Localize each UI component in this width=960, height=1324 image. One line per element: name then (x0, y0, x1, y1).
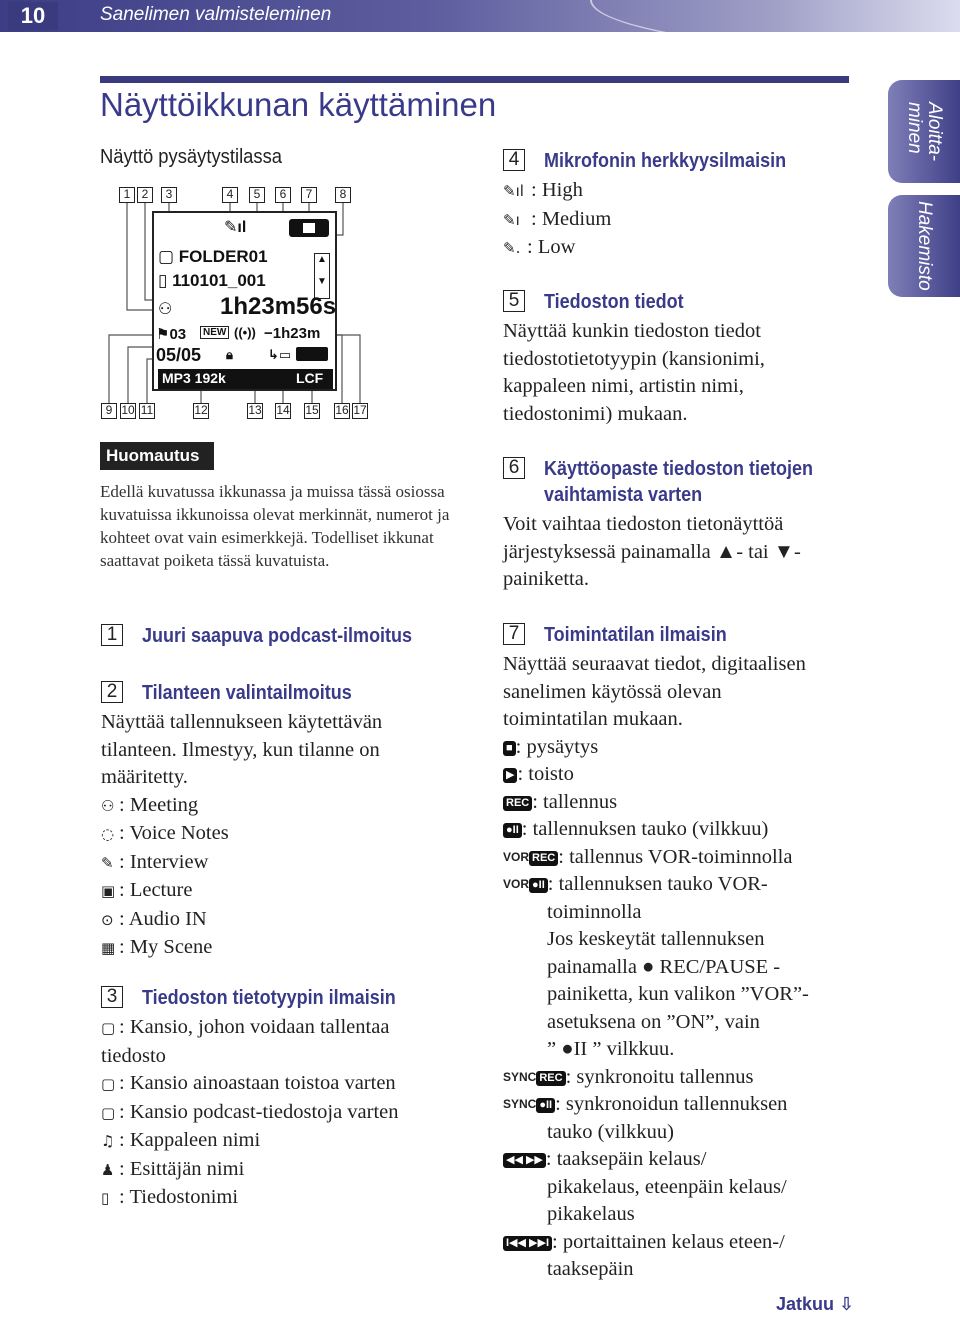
callout-14: 14 (276, 403, 290, 417)
audio-in-icon: ⊙ (101, 910, 114, 929)
body-line: järjestyksessä painamalla ▲- tai ▼- (503, 540, 801, 563)
section-number: 5 (503, 290, 525, 312)
skip-icon: I◀◀ ▶▶I (503, 1236, 552, 1251)
section-number: 7 (503, 623, 525, 645)
mode-text: : tallennuksen tauko (vilkkuu) (521, 818, 769, 840)
body-line: toimintatilan mukaan. (503, 708, 683, 730)
body-line: sanelimen käytössä olevan (503, 680, 722, 703)
vor-label: VOR (503, 877, 530, 891)
body-line: tilanteen. Ilmestyy, kun tilanne on (101, 738, 380, 761)
file-icon: ▯ (101, 1189, 110, 1207)
body-line: tauko (vilkkuu) (547, 1120, 674, 1143)
mode-item (503, 844, 873, 872)
rec-icon: REC (503, 796, 532, 811)
section-5 (503, 289, 863, 428)
lcd-format: MP3 192k (162, 370, 226, 386)
scene-icon: ⚇ (158, 301, 173, 318)
note-icon: ♫ (101, 1132, 115, 1150)
list-item (101, 849, 481, 878)
lcd-lcf: LCF (296, 370, 324, 386)
mic-icon: ✎ıl (224, 219, 247, 236)
body-line: painamalla ● REC/PAUSE - (547, 955, 781, 978)
body-line: tiedostonimi) mukaan. (503, 402, 688, 425)
sync-label: SYNC (503, 1097, 537, 1111)
list-item (503, 234, 863, 263)
section-6 (503, 456, 863, 594)
list-item-text: : Medium (531, 207, 612, 230)
body-line: pikakelaus (547, 1203, 635, 1225)
body-line: määritetty. (101, 766, 188, 788)
sync-label: SYNC (503, 1069, 537, 1084)
mode-item (503, 761, 873, 789)
list-item-text: : Interview (119, 850, 209, 873)
mode-text: : tallennus VOR-toiminnolla (558, 845, 793, 868)
list-item-text: : Meeting (119, 793, 199, 816)
continue-label: Jatkuu (776, 1294, 835, 1314)
mode-text: : tallennuksen tauko VOR- (547, 873, 768, 895)
callout-3: 3 (161, 187, 177, 203)
mic-high-icon: ✎ıl (503, 182, 524, 200)
body-line: Näyttää tallennukseen käytettävän (101, 711, 383, 733)
section-title: Toimintatilan ilmaisin (544, 624, 727, 646)
page-subtitle: Näyttö pysäytystilassa (100, 146, 283, 168)
body-line: asetuksena on ”ON”, vain (547, 1010, 760, 1033)
lcd-file: ▯ 110101_001 (158, 271, 266, 290)
meeting-icon: ⚇ (101, 796, 115, 815)
memory-icon: ↳▭ (268, 347, 292, 362)
header-decoration (590, 0, 960, 60)
person-icon: ♟ (101, 1160, 115, 1179)
rewind-forward-icon: ◀◀ ▶▶ (503, 1153, 546, 1168)
body-line: tiedostotietotyypin (kansionimi, (503, 347, 765, 370)
list-item-text: : Voice Notes (119, 822, 229, 844)
rec-icon: REC (536, 1071, 565, 1086)
list-item-text: : Tiedostonimi (119, 1186, 239, 1208)
body-line: Näyttää seuraavat tiedot, digitaalisen (503, 653, 806, 675)
tab-hakemisto[interactable] (888, 195, 960, 297)
mode-text: : portaittainen kelaus eteen-/ (552, 1230, 785, 1253)
list-item (101, 1184, 481, 1213)
list-item (503, 177, 863, 206)
mode-text: : tallennus (532, 790, 618, 813)
mode-text: : taaksepäin kelaus/ (545, 1148, 707, 1170)
callout-16: 16 (335, 403, 349, 417)
body-line: ” ●II ” vilkkuu. (547, 1038, 675, 1060)
tab-aloittaminen[interactable] (888, 80, 960, 183)
lcd-remain: −1h23m (264, 325, 321, 342)
section-title-line2: vaihtamista varten (544, 484, 703, 506)
callout-13: 13 (248, 403, 262, 417)
body-line: painiketta, kun valikon ”VOR”- (547, 983, 809, 1005)
list-item (101, 877, 481, 906)
folder-play-icon: ▢ (101, 1075, 116, 1093)
vor-label: VOR (503, 849, 530, 864)
page-header (0, 0, 960, 32)
section-title: Mikrofonin herkkyysilmaisin (544, 150, 787, 172)
mode-text: : pysäytys (515, 735, 599, 758)
callout-11: 11 (140, 403, 154, 417)
list-item (101, 820, 481, 849)
lcd-screen (152, 211, 337, 391)
mode-item (503, 1091, 873, 1119)
tab-aloittaminen-label: Aloitta- minen (904, 101, 945, 162)
tab-hakemisto-label: Hakemisto (913, 201, 935, 291)
section-title: Sanelimen valmisteleminen (100, 4, 332, 25)
list-item-text: : Audio IN (119, 907, 207, 930)
mic-medium-icon: ✎ı (503, 210, 520, 229)
mode-item (503, 789, 873, 817)
section-number: 6 (503, 457, 525, 479)
body-line: painiketta. (503, 568, 589, 590)
section-number: 2 (101, 681, 123, 703)
lcd-flag-count: 03 (169, 326, 187, 343)
body-line: Näyttää kunkin tiedoston tiedot (503, 320, 761, 342)
list-item-text: : High (531, 179, 583, 201)
folder-icon: ▢ (101, 1019, 116, 1037)
display-diagram (100, 185, 380, 425)
arrow-down-icon: ⇩ (839, 1294, 855, 1314)
scroll-indicator: ▲ ▼ (314, 253, 330, 299)
lcd-folder-name: FOLDER01 (178, 247, 268, 266)
list-item-text: : Esittäjän nimi (119, 1157, 245, 1180)
list-item (101, 1156, 481, 1185)
section-number: 4 (503, 149, 525, 171)
rec-pause-icon: ●II (529, 878, 548, 893)
stop-icon: ■ (503, 741, 516, 756)
section-2 (101, 680, 481, 963)
list-item (101, 1127, 481, 1156)
list-item-text: : Low (527, 236, 576, 258)
list-item-text: : Kansio ainoastaan toistoa varten (119, 1072, 396, 1094)
rec-icon: REC (529, 851, 558, 866)
battery-icon (296, 347, 328, 361)
list-item-continuation: tiedosto (101, 1044, 166, 1067)
list-item (101, 934, 481, 963)
mode-item (503, 734, 873, 762)
body-line: taaksepäin (547, 1258, 634, 1280)
rec-pause-icon: ●II (503, 823, 522, 838)
voice-notes-icon: ◌ (101, 825, 115, 843)
mode-item (503, 816, 873, 844)
section-number: 1 (101, 624, 123, 646)
callout-12: 12 (194, 403, 208, 417)
lcd-flag: ⚑03 (156, 326, 187, 343)
lcd-info-bar (158, 369, 333, 389)
note-label: Huomautus (100, 442, 214, 470)
lcd-file-name: 110101_001 (172, 271, 266, 290)
play-icon: ▶ (503, 768, 517, 783)
callout-9: 9 (101, 403, 117, 419)
note-text: Edellä kuvatussa ikkunassa ja muissa tässä osiossa kuvatuissa ikkunoissa olevat merkinnät, numerot ja kohteet ovat vain esimerkkejä. Todelliset ikkunat saattavat poiketa tässä kuvatuista. (100, 482, 450, 570)
callout-5: 5 (249, 187, 265, 203)
mode-text: : toisto (517, 763, 574, 785)
section-title: Käyttöopaste tiedoston tietojen (544, 458, 814, 480)
list-item (101, 792, 481, 821)
body-line: pikakelaus, eteenpäin kelaus/ (547, 1175, 787, 1198)
body-line: toiminnolla (547, 900, 642, 923)
list-item (101, 906, 481, 935)
callout-2: 2 (137, 187, 153, 203)
mode-text: : synkronoidun tallennuksen (555, 1093, 788, 1115)
mode-item (503, 1229, 873, 1257)
callout-7: 7 (301, 187, 317, 203)
list-item (101, 1014, 481, 1043)
mode-item (503, 871, 873, 899)
list-item-text: : Kansio podcast-tiedostoja varten (119, 1100, 399, 1123)
callout-17: 17 (353, 403, 367, 417)
new-badge: NEW (200, 326, 229, 339)
lcd-time: 1h23m56s (220, 293, 337, 320)
callout-8: 8 (335, 187, 351, 203)
body-line: Voit vaihtaa tiedoston tietonäyttöä (503, 513, 784, 535)
mode-item (503, 1146, 873, 1174)
list-item-text: : My Scene (119, 936, 213, 958)
list-item-text: : Kansio, johon voidaan tallentaa (119, 1016, 390, 1038)
list-item (101, 1070, 481, 1099)
callout-15: 15 (305, 403, 319, 417)
section-number: 3 (101, 986, 123, 1008)
list-item-text: : Kappaleen nimi (119, 1129, 261, 1151)
page-number: 10 (8, 2, 58, 30)
lock-icon: 🔒︎ (226, 347, 233, 362)
section-title: Tiedoston tiedot (544, 291, 684, 313)
section-4 (503, 148, 863, 263)
body-line: kappaleen nimi, artistin nimi, (503, 375, 744, 397)
mic-low-icon: ✎. (503, 239, 521, 257)
my-scene-icon: ▦ (101, 939, 116, 957)
callout-10: 10 (121, 403, 135, 417)
lecture-icon: ▣ (101, 882, 116, 900)
lcd-folder: ▢ FOLDER01 (158, 247, 268, 266)
podcast-folder-icon: ▢ (101, 1103, 116, 1122)
section-title: Tiedoston tietotyypin ilmaisin (142, 987, 396, 1009)
title-rule (100, 76, 849, 83)
section-title: Juuri saapuva podcast-ilmoitus (142, 625, 413, 647)
broadcast-icon: ((•)) (234, 325, 256, 340)
section-3 (101, 985, 481, 1213)
callout-6: 6 (275, 187, 291, 203)
body-line: Jos keskeytät tallennuksen (547, 928, 765, 950)
list-item-text: : Lecture (119, 879, 193, 901)
mode-text: : synkronoitu tallennus (565, 1065, 754, 1088)
mode-item (503, 1064, 873, 1092)
interview-icon: ✎ (101, 853, 114, 872)
list-item (503, 206, 863, 235)
continue-link[interactable] (776, 1294, 854, 1315)
callout-4: 4 (222, 187, 238, 203)
section-1 (101, 623, 461, 649)
stop-icon (289, 219, 329, 237)
callout-1: 1 (119, 187, 135, 203)
section-title: Tilanteen valintailmoitus (142, 682, 352, 704)
list-item (101, 1099, 481, 1128)
section-7 (503, 622, 873, 1284)
lcd-count: 05/05 (156, 345, 202, 365)
page-title: Näyttöikkunan käyttäminen (100, 86, 497, 123)
rec-pause-icon: ●II (536, 1098, 555, 1113)
